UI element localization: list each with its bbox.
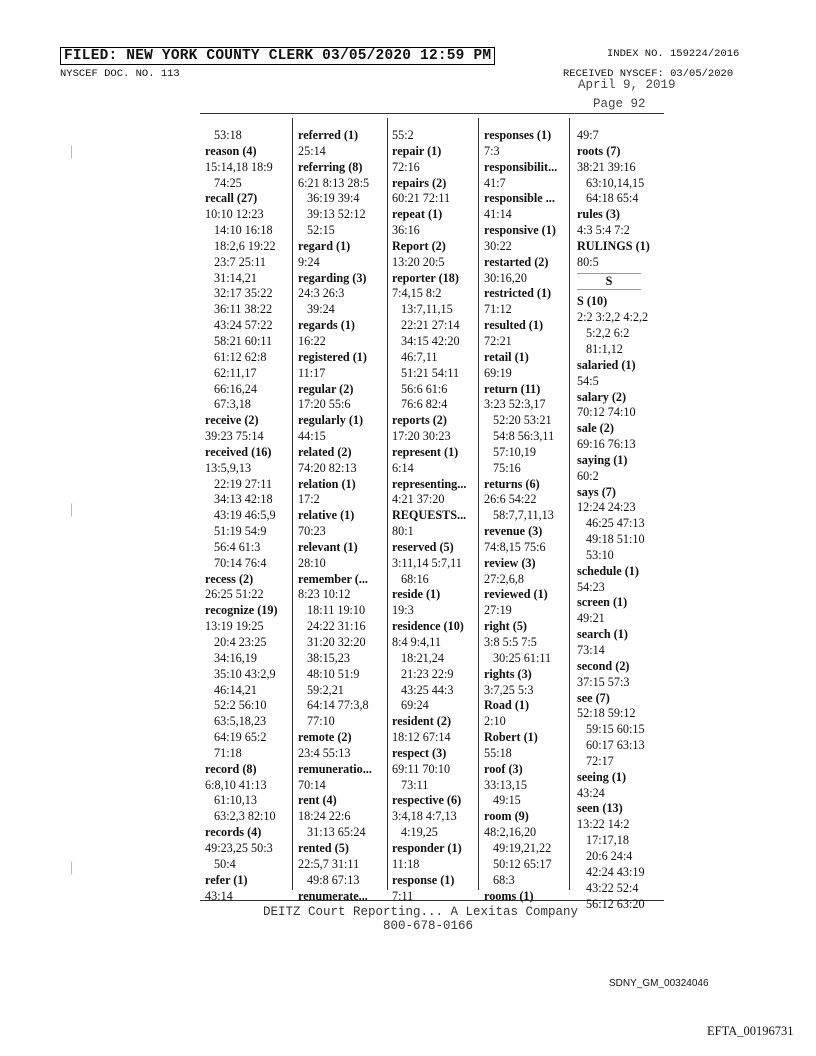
index-term: seen (13) bbox=[577, 801, 623, 816]
index-term: relation (1) bbox=[298, 476, 356, 491]
page-line-ref: 21:23 22:9 bbox=[401, 666, 454, 681]
index-term: saying (1) bbox=[577, 452, 628, 467]
index-term: rules (3) bbox=[577, 207, 620, 222]
index-term: recognize (19) bbox=[205, 603, 278, 618]
efta-number: EFTA_00196731 bbox=[707, 1024, 794, 1038]
index-term: recall (27) bbox=[205, 191, 258, 206]
page-line-ref: 30:25 61:11 bbox=[493, 650, 552, 665]
page-line-ref: 3:7,25 5:3 bbox=[484, 682, 534, 697]
filed-stamp: FILED: NEW YORK COUNTY CLERK 03/05/2020 12:59 PM bbox=[60, 47, 495, 65]
page-line-ref: 8:4 9:4,11 bbox=[392, 635, 441, 649]
page-line-ref: 50:12 65:17 bbox=[493, 856, 552, 871]
transcript-date: April 9, 2019 bbox=[578, 78, 676, 92]
page-line-ref: 13:5,9,13 bbox=[205, 460, 252, 475]
page-line-ref: 49:23,25 50:3 bbox=[205, 840, 273, 855]
index-term: relative (1) bbox=[298, 508, 355, 523]
index-term: repairs (2) bbox=[392, 175, 447, 190]
index-term: RULINGS (1) bbox=[577, 238, 650, 253]
page-line-ref: 2:10 bbox=[484, 714, 506, 729]
page-line-ref: 3:8 5:5 7:5 bbox=[484, 635, 537, 649]
page-line-ref: 7:11 bbox=[392, 888, 414, 903]
page-line-ref: 22:5,7 31:11 bbox=[298, 856, 360, 871]
page-line-ref: 14:10 16:18 bbox=[214, 223, 273, 238]
page-line-ref: 38:21 39:16 bbox=[577, 159, 636, 174]
index-column-4 bbox=[484, 128, 557, 904]
page-line-ref: 12:24 24:23 bbox=[577, 500, 636, 515]
index-term: rights (3) bbox=[484, 666, 532, 681]
page-line-ref: 37:15 57:3 bbox=[577, 674, 630, 689]
page-line-ref: 17:2 bbox=[298, 492, 320, 507]
index-term: responsibilit... bbox=[484, 159, 558, 174]
page-line-ref: 22:19 27:11 bbox=[214, 476, 273, 491]
page-line-ref: 13:20 20:5 bbox=[392, 254, 445, 269]
page-line-ref: 51:19 54:9 bbox=[214, 524, 267, 539]
page-line-ref: 18:2,6 19:22 bbox=[214, 238, 276, 253]
page-line-ref: 31:20 32:20 bbox=[307, 635, 366, 649]
index-column-5 bbox=[577, 128, 650, 912]
page-line-ref: 46:25 47:13 bbox=[586, 516, 645, 531]
page-line-ref: 69:11 70:10 bbox=[392, 761, 451, 776]
index-term: revenue (3) bbox=[484, 524, 543, 539]
page-line-ref: 64:18 65:4 bbox=[586, 191, 639, 206]
page-line-ref: 42:24 43:19 bbox=[586, 864, 645, 879]
bates-number: SDNY_GM_00324046 bbox=[609, 978, 709, 989]
page-line-ref: 43:22 52:4 bbox=[586, 880, 639, 895]
page-line-ref: 70:12 74:10 bbox=[577, 405, 636, 420]
page-line-ref: 69:24 bbox=[401, 698, 429, 713]
index-term: refer (1) bbox=[205, 872, 248, 887]
page-line-ref: 52:2 56:10 bbox=[214, 698, 267, 713]
page-line-ref: 52:18 59:12 bbox=[577, 706, 636, 721]
page-line-ref: 24:3 26:3 bbox=[298, 286, 345, 301]
page-line-ref: 4:3 5:4 7:2 bbox=[577, 223, 630, 238]
index-term: responsive (1) bbox=[484, 223, 556, 238]
page-line-ref: 43:14 bbox=[205, 888, 233, 903]
page-line-ref: 62:11,17 bbox=[214, 365, 257, 380]
index-term: returns (6) bbox=[484, 476, 540, 491]
page-line-ref: 35:10 43:2,9 bbox=[214, 666, 276, 681]
index-term: right (5) bbox=[484, 619, 527, 634]
page-line-ref: 8:23 10:12 bbox=[298, 587, 351, 602]
page-line-ref: 72:16 bbox=[392, 159, 420, 174]
page-line-ref: 72:17 bbox=[586, 753, 614, 768]
page-line-ref: 9:24 bbox=[298, 254, 320, 269]
index-term: roof (3) bbox=[484, 761, 523, 776]
page-line-ref: 23:7 25:11 bbox=[214, 254, 267, 269]
index-term: reporter (18) bbox=[392, 270, 459, 285]
index-term: rooms (1) bbox=[484, 888, 534, 903]
index-term: REQUESTS... bbox=[392, 508, 467, 523]
index-column-3 bbox=[392, 128, 466, 904]
index-term: related (2) bbox=[298, 444, 352, 459]
page-line-ref: 11:17 bbox=[298, 365, 326, 380]
page-line-ref: 17:20 30:23 bbox=[392, 429, 451, 444]
index-term: room (9) bbox=[484, 809, 529, 824]
index-term: represent (1) bbox=[392, 444, 459, 459]
page-line-ref: 18:21,24 bbox=[401, 650, 444, 665]
page-line-ref: 16:22 bbox=[298, 333, 326, 348]
page-line-ref: 41:14 bbox=[484, 207, 512, 222]
page-line-ref: 63:5,18,23 bbox=[214, 714, 267, 729]
page-line-ref: 3:4,18 4:7,13 bbox=[392, 809, 457, 824]
page-line-ref: 53:10 bbox=[586, 547, 614, 562]
page-line-ref: 61:10,13 bbox=[214, 793, 257, 808]
page-line-ref: 46:14,21 bbox=[214, 682, 257, 697]
punch-hole-mark bbox=[71, 503, 74, 517]
punch-hole-mark bbox=[71, 861, 74, 875]
index-term: review (3) bbox=[484, 555, 536, 570]
page-line-ref: 48:2,16,20 bbox=[484, 825, 537, 840]
index-term: remuneratio... bbox=[298, 761, 372, 776]
page-line-ref: 6:8,10 41:13 bbox=[205, 777, 267, 792]
index-term: reviewed (1) bbox=[484, 587, 548, 602]
page-line-ref: 67:3,18 bbox=[214, 397, 251, 412]
index-term: recess (2) bbox=[205, 571, 254, 586]
index-term: return (11) bbox=[484, 381, 541, 396]
page-line-ref: 18:11 19:10 bbox=[307, 603, 366, 618]
page-line-ref: 22:21 27:14 bbox=[401, 318, 460, 333]
page-line-ref: 32:17 35:22 bbox=[214, 286, 273, 301]
index-term: salaried (1) bbox=[577, 357, 636, 372]
page-line-ref: 50:4 bbox=[214, 856, 236, 871]
received-stamp: RECEIVED NYSCEF: 03/05/2020 bbox=[563, 68, 734, 80]
index-term: responsible ... bbox=[484, 191, 555, 206]
page-line-ref: 52:15 bbox=[307, 223, 335, 238]
page-line-ref: 64:14 77:3,8 bbox=[307, 698, 369, 713]
page-line-ref: 58:21 60:11 bbox=[214, 333, 273, 348]
page-line-ref: 66:16,24 bbox=[214, 381, 257, 396]
footer-company: DEITZ Court Reporting... A Lexitas Company bbox=[263, 905, 579, 919]
index-term: reserved (5) bbox=[392, 539, 454, 554]
index-term: regards (1) bbox=[298, 318, 355, 333]
page-line-ref: 49:7 bbox=[577, 128, 599, 142]
index-term: see (7) bbox=[577, 690, 610, 705]
column-divider bbox=[292, 118, 293, 890]
page-line-ref: 68:3 bbox=[493, 872, 515, 887]
page-line-ref: 24:22 31:16 bbox=[307, 619, 366, 634]
page-line-ref: 11:18 bbox=[392, 856, 420, 871]
page-line-ref: 6:14 bbox=[392, 460, 414, 475]
page-line-ref: 55:18 bbox=[484, 745, 512, 760]
index-term: remember (... bbox=[298, 571, 368, 586]
page-line-ref: 71:12 bbox=[484, 302, 512, 317]
page-line-ref: 20:4 23:25 bbox=[214, 635, 267, 649]
page-line-ref: 3:11,14 5:7,11 bbox=[392, 555, 462, 570]
page-line-ref: 34:15 42:20 bbox=[401, 333, 460, 348]
page-line-ref: 43:25 44:3 bbox=[401, 682, 454, 697]
index-term: reside (1) bbox=[392, 587, 441, 602]
page-line-ref: 52:20 53:21 bbox=[493, 413, 552, 428]
page-line-ref: 28:10 bbox=[298, 555, 326, 570]
page-line-ref: 59:15 60:15 bbox=[586, 722, 645, 737]
page-line-ref: 73:11 bbox=[401, 777, 429, 792]
index-term: restricted (1) bbox=[484, 286, 552, 301]
doc-number: NYSCEF DOC. NO. 113 bbox=[60, 68, 180, 80]
index-term: respective (6) bbox=[392, 793, 462, 808]
page-line-ref: 36:11 38:22 bbox=[214, 302, 273, 317]
index-term: screen (1) bbox=[577, 595, 628, 610]
page-line-ref: 49:19,21,22 bbox=[493, 840, 552, 855]
index-term: rent (4) bbox=[298, 793, 337, 808]
punch-hole-mark bbox=[71, 145, 74, 159]
page-line-ref: 33:13,15 bbox=[484, 777, 527, 792]
page-line-ref: 20:6 24:4 bbox=[586, 848, 633, 863]
page-line-ref: 39:24 bbox=[307, 302, 335, 317]
index-term: referring (8) bbox=[298, 159, 363, 174]
page-line-ref: 68:16 bbox=[401, 571, 429, 586]
page-line-ref: 18:24 22:6 bbox=[298, 809, 351, 824]
page-line-ref: 49:21 bbox=[577, 611, 605, 626]
page-line-ref: 26:6 54:22 bbox=[484, 492, 537, 507]
page-line-ref: 34:16,19 bbox=[214, 650, 257, 665]
page-line-ref: 3:23 52:3,17 bbox=[484, 397, 546, 412]
page-line-ref: 31:13 65:24 bbox=[307, 825, 366, 840]
page-line-ref: 18:12 67:14 bbox=[392, 730, 451, 745]
page-line-ref: 69:19 bbox=[484, 365, 512, 380]
index-term: retail (1) bbox=[484, 349, 529, 364]
page-line-ref: 63:10,14,15 bbox=[586, 175, 645, 190]
page-line-ref: 41:7 bbox=[484, 175, 506, 190]
page-line-ref: 49:8 67:13 bbox=[307, 872, 360, 887]
index-term: salary (2) bbox=[577, 389, 627, 404]
page-line-ref: 57:10,19 bbox=[493, 444, 536, 459]
page-line-ref: 43:19 46:5,9 bbox=[214, 508, 276, 523]
page-line-ref: 46:7,11 bbox=[401, 349, 438, 364]
page-line-ref: 60:21 72:11 bbox=[392, 191, 451, 206]
page-line-ref: 74:8,15 75:6 bbox=[484, 539, 546, 554]
index-term: record (8) bbox=[205, 761, 257, 776]
index-term: restarted (2) bbox=[484, 254, 549, 269]
page-line-ref: 38:15,23 bbox=[307, 650, 350, 665]
index-term: regularly (1) bbox=[298, 413, 364, 428]
page-line-ref: 48:10 51:9 bbox=[307, 666, 360, 681]
index-term: repair (1) bbox=[392, 143, 442, 158]
page-line-ref: 70:23 bbox=[298, 524, 326, 539]
page-line-ref: 60:17 63:13 bbox=[586, 738, 645, 753]
page-line-ref: 76:6 82:4 bbox=[401, 397, 448, 412]
column-divider bbox=[387, 118, 388, 890]
column-divider bbox=[478, 118, 479, 890]
page-line-ref: 56:4 61:3 bbox=[214, 539, 261, 554]
page-line-ref: 4:21 37:20 bbox=[392, 492, 445, 507]
index-term: responder (1) bbox=[392, 840, 462, 855]
page-line-ref: 58:7,7,11,13 bbox=[493, 508, 554, 523]
page-line-ref: 39:23 75:14 bbox=[205, 429, 264, 444]
page-line-ref: 25:14 bbox=[298, 143, 326, 158]
index-term: regard (1) bbox=[298, 238, 351, 253]
page-line-ref: 26:25 51:22 bbox=[205, 587, 264, 602]
page-line-ref: 10:10 12:23 bbox=[205, 207, 264, 222]
page-line-ref: 13:19 19:25 bbox=[205, 619, 264, 634]
page-line-ref: 30:16,20 bbox=[484, 270, 527, 285]
page-line-ref: 74:20 82:13 bbox=[298, 460, 357, 475]
index-term: search (1) bbox=[577, 627, 628, 642]
page-line-ref: 64:19 65:2 bbox=[214, 730, 267, 745]
page-line-ref: 77:10 bbox=[307, 714, 335, 729]
index-term: records (4) bbox=[205, 825, 262, 840]
page-line-ref: 4:19,25 bbox=[401, 825, 438, 840]
page-line-ref: 81:1,12 bbox=[586, 341, 623, 356]
index-term: received (16) bbox=[205, 444, 272, 459]
index-term: referred (1) bbox=[298, 128, 359, 142]
page-line-ref: 51:21 54:11 bbox=[401, 365, 460, 380]
index-term: registered (1) bbox=[298, 349, 367, 364]
index-term: second (2) bbox=[577, 658, 630, 673]
page-line-ref: 6:21 8:13 28:5 bbox=[298, 175, 370, 190]
index-term: resulted (1) bbox=[484, 318, 544, 333]
index-term: S (10) bbox=[577, 294, 608, 309]
index-term: Robert (1) bbox=[484, 730, 538, 745]
page-label: Page 92 bbox=[593, 97, 646, 111]
index-term: regarding (3) bbox=[298, 270, 367, 285]
index-term: roots (7) bbox=[577, 143, 621, 158]
index-term: rented (5) bbox=[298, 840, 349, 855]
index-column-2 bbox=[298, 128, 372, 904]
page-line-ref: 53:18 bbox=[214, 128, 242, 142]
page-line-ref: 60:2 bbox=[577, 468, 599, 483]
index-term: renumerate... bbox=[298, 888, 368, 903]
page-line-ref: 56:12 63:20 bbox=[586, 896, 645, 911]
page-line-ref: 5:2,2 6:2 bbox=[586, 326, 630, 341]
index-number: INDEX NO. 159224/2016 bbox=[607, 48, 740, 60]
index-term: remote (2) bbox=[298, 730, 352, 745]
page-line-ref: 70:14 76:4 bbox=[214, 555, 267, 570]
page-line-ref: 55:2 bbox=[392, 128, 414, 142]
index-term: resident (2) bbox=[392, 714, 452, 729]
page-line-ref: 61:12 62:8 bbox=[214, 349, 267, 364]
page-line-ref: 27:19 bbox=[484, 603, 512, 618]
page-line-ref: 39:13 52:12 bbox=[307, 207, 366, 222]
page-line-ref: 59:2,21 bbox=[307, 682, 344, 697]
page-line-ref: 34:13 42:18 bbox=[214, 492, 273, 507]
page-line-ref: 2:2 3:2,2 4:2,2 bbox=[577, 310, 649, 325]
page-line-ref: 54:23 bbox=[577, 579, 605, 594]
page-line-ref: 54:5 bbox=[577, 373, 599, 388]
page-line-ref: 49:15 bbox=[493, 793, 521, 808]
page-line-ref: 70:14 bbox=[298, 777, 326, 792]
page-line-ref: 13:22 14:2 bbox=[577, 817, 630, 832]
index-term: Report (2) bbox=[392, 238, 446, 253]
page-line-ref: 19:3 bbox=[392, 603, 414, 618]
index-term: repeat (1) bbox=[392, 207, 443, 222]
page-line-ref: 7:3 bbox=[484, 143, 500, 158]
page-line-ref: 23:4 55:13 bbox=[298, 745, 351, 760]
page-line-ref: 31:14,21 bbox=[214, 270, 257, 285]
page-line-ref: 75:16 bbox=[493, 460, 521, 475]
page-line-ref: 27:2,6,8 bbox=[484, 571, 524, 586]
page-line-ref: 36:16 bbox=[392, 223, 420, 238]
page-line-ref: 30:22 bbox=[484, 238, 512, 253]
page-line-ref: 13:7,11,15 bbox=[401, 302, 453, 317]
page-line-ref: 17:17,18 bbox=[586, 833, 629, 848]
page-line-ref: 43:24 bbox=[577, 785, 605, 800]
footer-phone: 800-678-0166 bbox=[383, 919, 474, 933]
page-line-ref: 54:8 56:3,11 bbox=[493, 429, 555, 444]
index-term: regular (2) bbox=[298, 381, 354, 396]
page-line-ref: 71:18 bbox=[214, 745, 242, 760]
index-term: schedule (1) bbox=[577, 563, 639, 578]
index-term: responses (1) bbox=[484, 128, 552, 142]
page-line-ref: 72:21 bbox=[484, 333, 512, 348]
index-term: reports (2) bbox=[392, 413, 447, 428]
page-line-ref: 49:18 51:10 bbox=[586, 532, 645, 547]
page-line-ref: 7:4,15 8:2 bbox=[392, 286, 442, 301]
page-line-ref: 44:15 bbox=[298, 429, 326, 444]
index-column-1 bbox=[205, 128, 278, 904]
index-term: sale (2) bbox=[577, 421, 614, 436]
index-term: says (7) bbox=[577, 484, 616, 499]
index-term: residence (10) bbox=[392, 619, 464, 634]
index-term: representing... bbox=[392, 476, 467, 491]
index-term: seeing (1) bbox=[577, 769, 627, 784]
index-term: response (1) bbox=[392, 872, 455, 887]
page-line-ref: 43:24 57:22 bbox=[214, 318, 273, 333]
column-divider bbox=[569, 118, 570, 890]
index-term: relevant (1) bbox=[298, 539, 358, 554]
page-line-ref: 17:20 55:6 bbox=[298, 397, 351, 412]
page-line-ref: 36:19 39:4 bbox=[307, 191, 360, 206]
page-line-ref: 63:2,3 82:10 bbox=[214, 809, 276, 824]
page-line-ref: 56:6 61:6 bbox=[401, 381, 448, 396]
section-letter: S bbox=[577, 273, 641, 291]
page-line-ref: 80:5 bbox=[577, 254, 599, 269]
page-line-ref: 15:14,18 18:9 bbox=[205, 159, 273, 174]
index-term: Road (1) bbox=[484, 698, 530, 713]
index-term: receive (2) bbox=[205, 413, 259, 428]
page-line-ref: 69:16 76:13 bbox=[577, 437, 636, 452]
page-line-ref: 74:25 bbox=[214, 175, 242, 190]
index-term: reason (4) bbox=[205, 143, 257, 158]
page-line-ref: 80:1 bbox=[392, 524, 414, 539]
index-term: respect (3) bbox=[392, 745, 447, 760]
page-line-ref: 73:14 bbox=[577, 643, 605, 657]
